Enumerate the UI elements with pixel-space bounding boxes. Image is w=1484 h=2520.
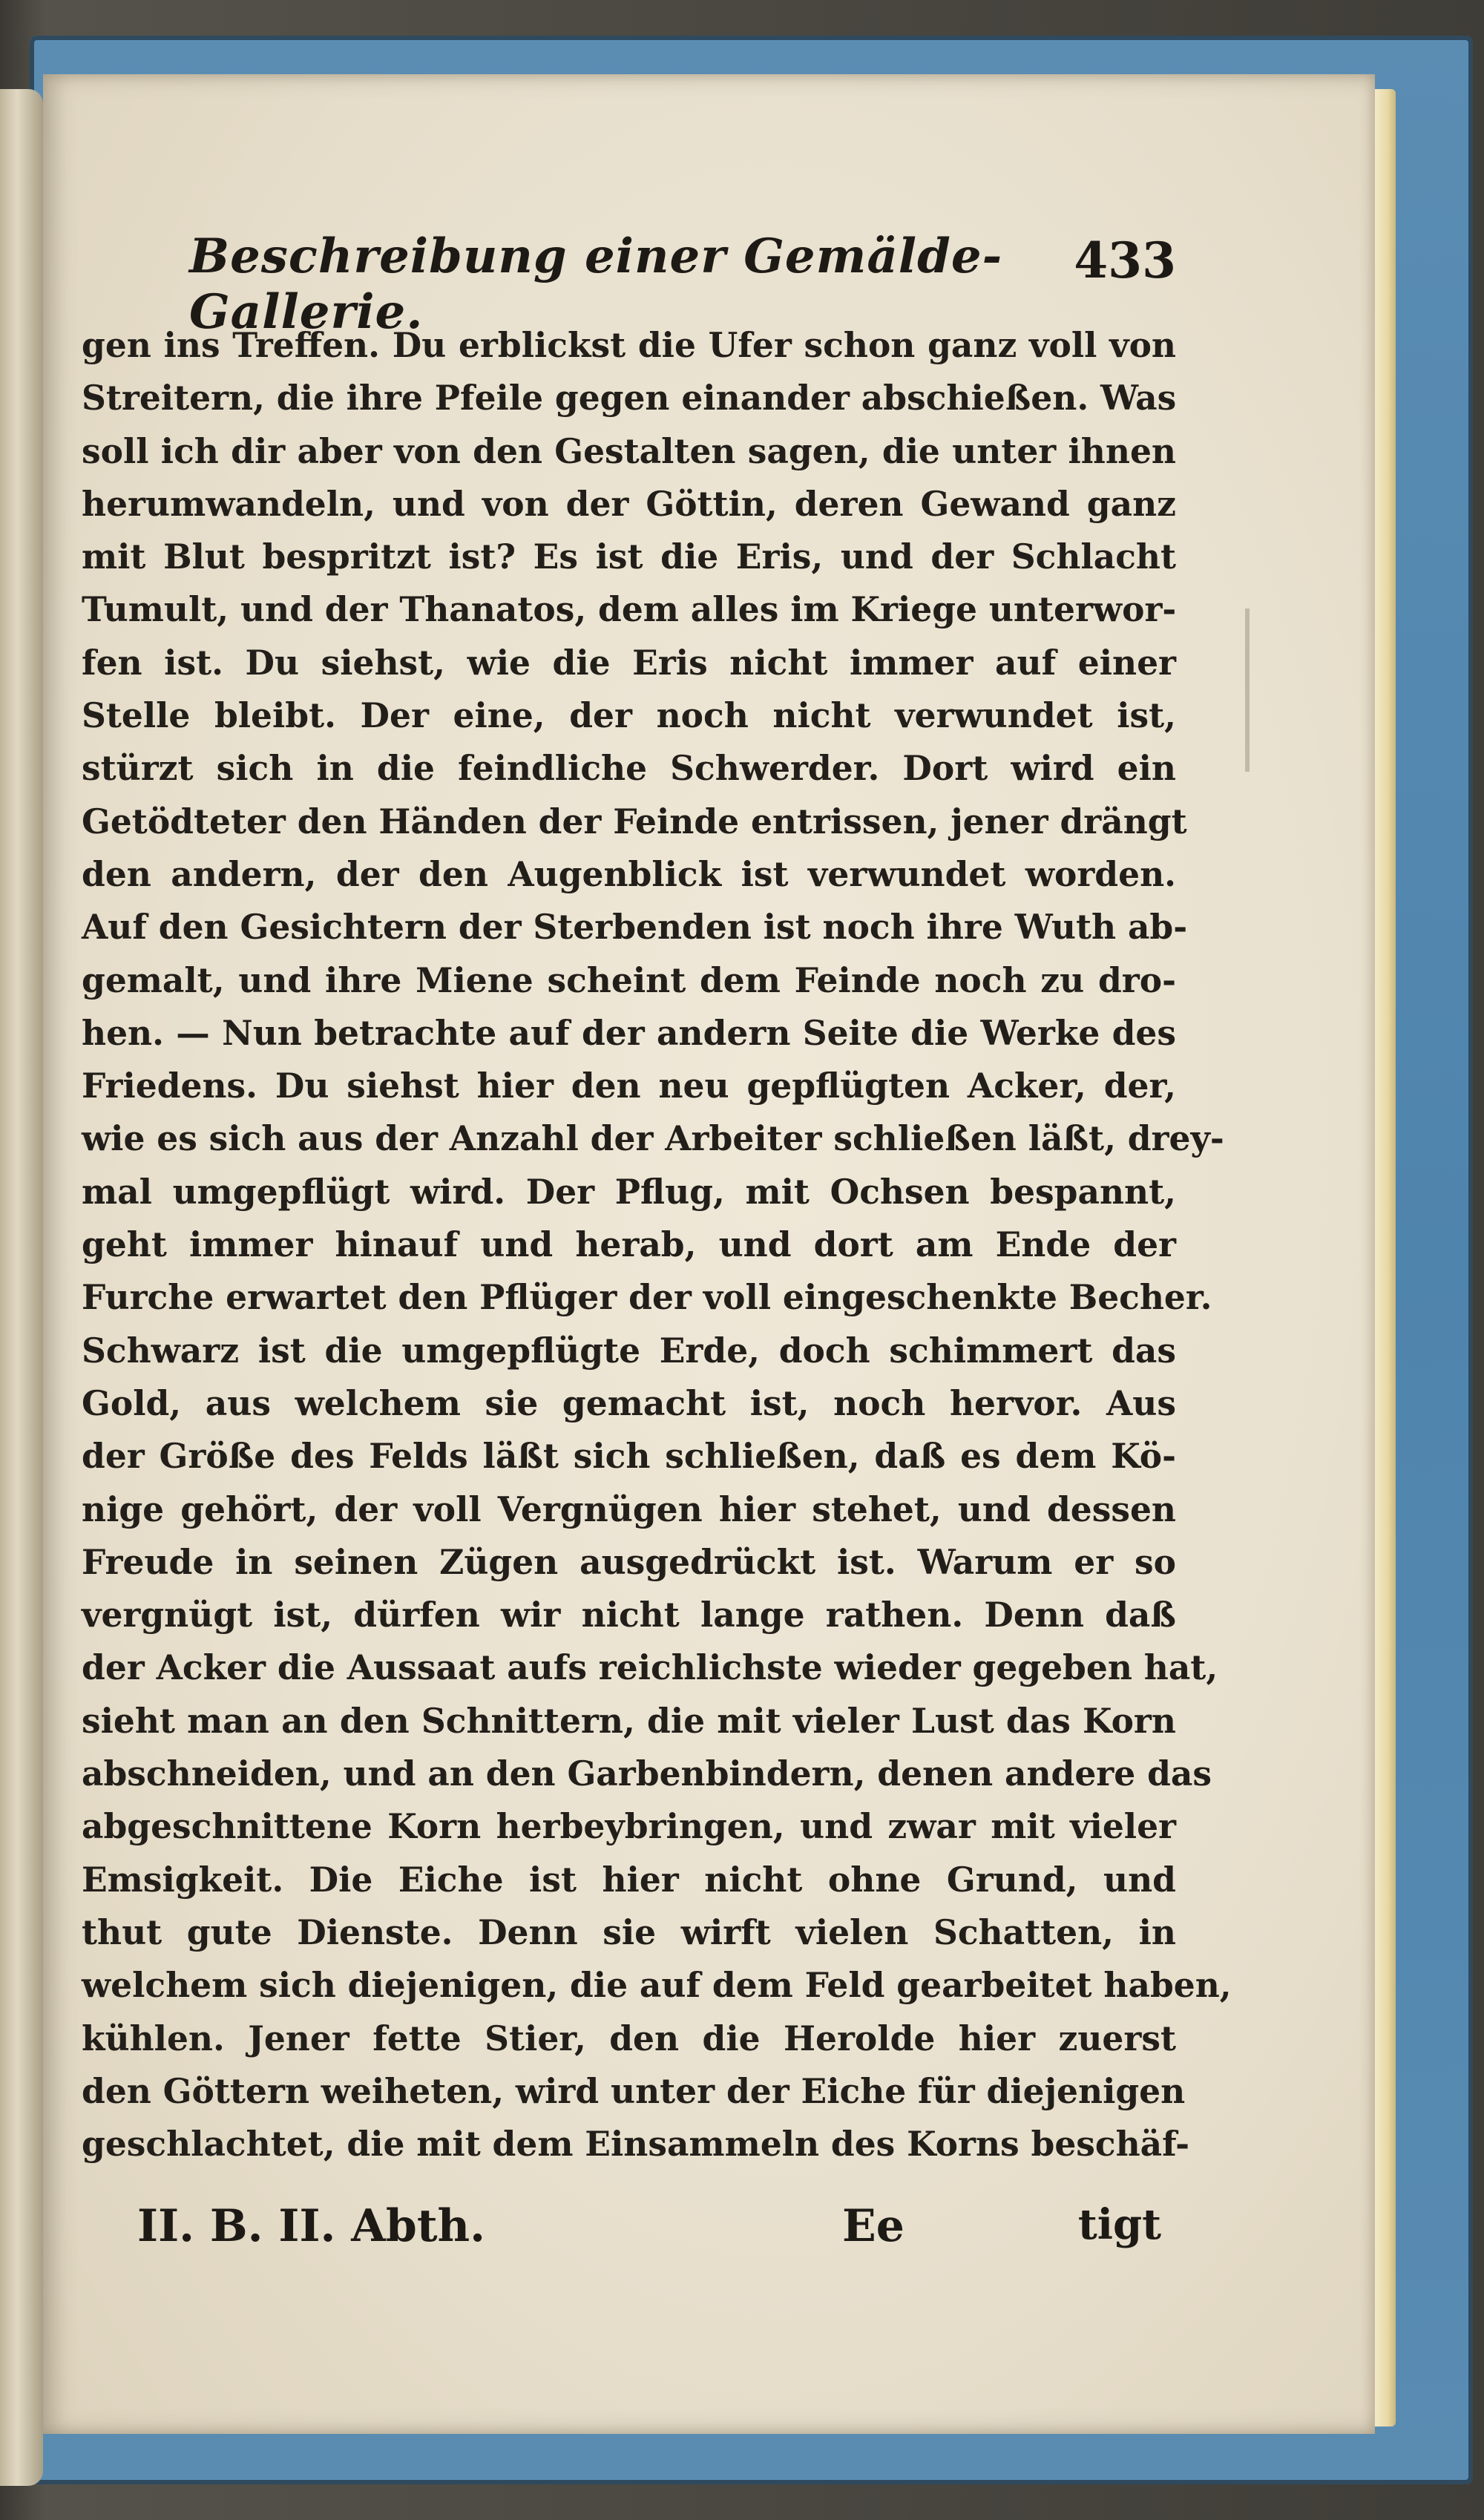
text-line: vergnügt ist, dürfen wir nicht lange rathen. Denn daß (82, 1595, 1176, 1635)
text-line: abgeschnittene Korn herbeybringen, und zwar mit vieler (82, 1806, 1176, 1847)
text-line: fen ist. Du siehst, wie die Eris nicht immer auf einer (82, 642, 1176, 683)
text-line: gemalt, und ihre Miene scheint dem Feinde noch zu dro- (82, 959, 1176, 1000)
page-footer (137, 2200, 1161, 2267)
text-line: Furche erwartet den Pflüger der voll eingeschenkte Becher. (82, 1277, 1212, 1318)
page-header (189, 223, 1176, 340)
page-edge (1375, 89, 1396, 2427)
text-line: den andern, der den Augenblick ist verwundet worden. (82, 853, 1176, 894)
page-number: 433 (1074, 232, 1176, 289)
text-line: mit Blut bespritzt ist? Es ist die Eris, und der Schlacht (82, 537, 1176, 577)
text-line: den Göttern weiheten, wird unter der Eiche für diejenigen (82, 2070, 1186, 2111)
volume-signature: II. B. II. Abth. (137, 2200, 486, 2252)
text-line: mal umgepflügt wird. Der Pflug, mit Ochsen bespannt, (82, 1171, 1176, 1212)
text-line: geht immer hinauf und herab, und dort am Ende der (82, 1224, 1176, 1265)
text-line: wie es sich aus der Anzahl der Arbeiter schließen läßt, drey- (82, 1118, 1224, 1159)
running-title: Beschreibung einer Gemälde-Gallerie. (189, 229, 1003, 340)
text-line: herumwandeln, und von der Göttin, deren Gewand ganz (82, 483, 1176, 524)
text-line: Streitern, die ihre Pfeile gegen einander abschießen. Was (82, 378, 1177, 419)
left-page-stack (0, 89, 43, 2486)
text-line: Emsigkeit. Die Eiche ist hier nicht ohne Grund, und (82, 1859, 1176, 1900)
text-line: der Acker die Aussaat aufs reichlichste wieder gegeben hat, (82, 1647, 1218, 1688)
text-line: Schwarz ist die umgepflügte Erde, doch schimmert das (82, 1330, 1176, 1371)
text-line: der Größe des Felds läßt sich schließen, daß es dem Kö- (82, 1436, 1176, 1477)
text-line: hen. — Nun betrachte auf der andern Seite die Werke des (82, 1012, 1176, 1053)
text-line: Gold, aus welchem sie gemacht ist, noch hervor. Aus (82, 1382, 1176, 1423)
text-line: Auf den Gesichtern der Sterbenden ist noch ihre Wuth ab- (82, 907, 1188, 948)
text-line: Friedens. Du siehst hier den neu gepflügten Acker, der, (82, 1066, 1176, 1106)
text-line: Freude in seinen Zügen ausgedrückt ist. Warum er so (82, 1541, 1176, 1582)
text-line: thut gute Dienste. Denn sie wirft vielen Schatten, in (82, 1912, 1176, 1952)
text-line: Getödteter den Händen der Feinde entrissen, jener drängt (82, 801, 1187, 841)
text-line: geschlachtet, die mit dem Einsammeln des Korns beschäf- (82, 2124, 1189, 2165)
text-line: stürzt sich in die feindliche Schwerder. Dort wird ein (82, 748, 1176, 789)
text-line: welchem sich diejenigen, die auf dem Feld gearbeitet haben, (82, 1965, 1232, 2006)
body-text (82, 319, 1232, 2170)
text-line: nige gehört, der voll Vergnügen hier stehet, und dessen (82, 1489, 1176, 1529)
text-line: soll ich dir aber von den Gestalten sagen, die unter ihnen (82, 430, 1176, 471)
text-line: gen ins Treffen. Du erblickst die Ufer schon ganz voll von (82, 325, 1176, 365)
text-line: abschneiden, und an den Garbenbindern, denen andere das (82, 1753, 1212, 1794)
text-line: Tumult, und der Thanatos, dem alles im Kriege unterwor- (82, 589, 1177, 630)
text-line: Stelle bleibt. Der eine, der noch nicht verwundet ist, (82, 695, 1176, 736)
text-line: kühlen. Jener fette Stier, den die Herolde hier zuerst (82, 2018, 1176, 2058)
catchword: tigt (1077, 2200, 1161, 2249)
text-line: sieht man an den Schnittern, die mit vieler Lust das Korn (82, 1700, 1176, 1741)
margin-pencil-mark (1245, 608, 1250, 772)
sheet-mark: Ee (842, 2200, 904, 2252)
